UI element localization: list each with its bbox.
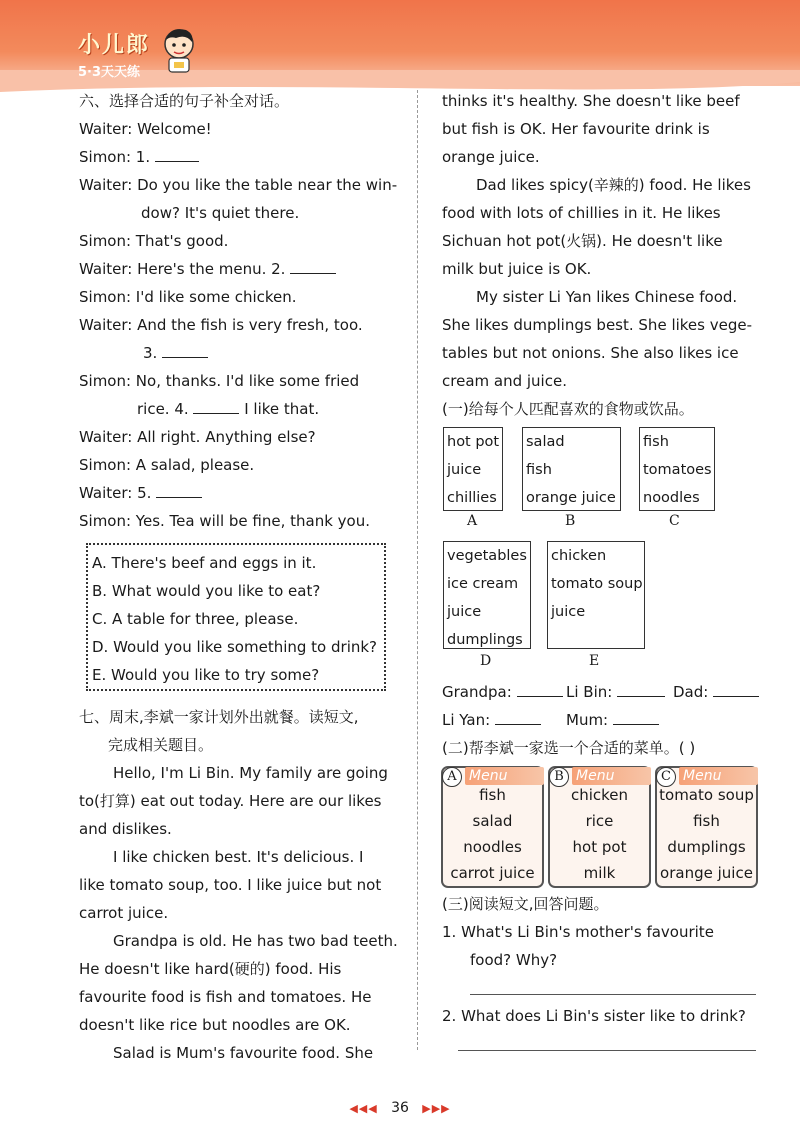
menu-item: carrot juice [450,864,535,882]
section7-title: 七、周末,李斌一家计划外出就餐。读短文, [79,708,359,726]
answer-blank-5[interactable] [156,483,202,498]
menu-item: orange juice [660,864,753,882]
question-1-cont: food? Why? [470,951,558,969]
option-d: D. Would you like something to drink? [92,638,378,656]
food-item: chillies [447,490,497,506]
passage-line: tables but not onions. She also likes ice [442,344,739,362]
question-1: 1. What's Li Bin's mother's favourite [442,923,714,941]
part2-title: (二)帮李斌一家选一个合适的菜单。( ) [442,739,696,757]
dialogue-line: Waiter: Here's the menu. 2. [79,259,336,279]
mascot-icon [160,26,198,74]
dialogue-line: Simon: A salad, please. [79,456,255,474]
food-item: salad [526,434,565,450]
part3-title: (三)阅读短文,回答问题。 [442,895,609,913]
option-a: A. There's beef and eggs in it. [92,554,317,572]
match-blank-liyan[interactable] [495,710,541,725]
menu-item: salad [472,812,513,830]
food-item: fish [643,434,669,450]
passage-line: milk but juice is OK. [442,260,592,278]
option-e: E. Would you like to try some? [92,666,320,684]
answer-blank-3[interactable] [162,343,208,358]
food-item: vegetables [447,548,527,564]
menu-item: rice [585,812,614,830]
dialogue-line: Waiter: 5. [79,483,202,503]
dialogue-line: Simon: Yes. Tea will be fine, thank you. [79,512,371,530]
match-grandpa: Grandpa: [442,682,563,702]
passage-line: orange juice. [442,148,540,166]
column-divider [417,90,418,1050]
dialogue-line: Waiter: And the fish is very fresh, too. [79,316,363,334]
passage-line: and dislikes. [79,820,172,838]
food-item: juice [551,604,586,620]
menu-tab: Menu [679,767,758,785]
menu-item: tomato soup [659,786,754,804]
page-footer [0,1100,800,1116]
passage-line: but fish is OK. Her favourite drink is [442,120,710,138]
food-item: juice [447,462,482,478]
passage-line: doesn't like rice but noodles are OK. [79,1016,351,1034]
section6-title: 六、选择合适的句子补全对话。 [79,92,290,110]
passage-line: thinks it's healthy. She doesn't like beef [442,92,740,110]
page-number: 36 [391,1100,409,1116]
dialogue-line: Simon: I'd like some chicken. [79,288,297,306]
menu-item: fish [693,812,720,830]
part1-title: (一)给每个人匹配喜欢的食物或饮品。 [442,400,694,418]
food-item: dumplings [447,632,523,648]
match-blank-dad[interactable] [713,682,759,697]
passage-line: Hello, I'm Li Bin. My family are going [113,764,388,782]
menu-label-a: A [442,767,462,787]
menu-item: chicken [570,786,629,804]
food-box-d [443,541,531,649]
brand-logo [78,28,150,80]
option-c: C. A table for three, please. [92,610,299,628]
menu-item: fish [479,786,506,804]
food-item: ice cream [447,576,519,592]
passage-line: My sister Li Yan likes Chinese food. [476,288,738,306]
dialogue-line: rice. 4. I like that. [137,400,320,418]
passage-line: like tomato soup, too. I like juice but not [79,876,382,894]
match-blank-libin[interactable] [617,682,665,697]
answer-blank-4[interactable] [193,399,239,414]
passage-line: I like chicken best. It's delicious. I [113,848,364,866]
answer-line-1[interactable] [470,994,756,995]
food-box-b [522,427,621,511]
match-dad: Dad: [673,682,759,702]
menu-item: noodles [463,838,522,856]
option-b: B. What would you like to eat? [92,582,321,600]
menu-card-a[interactable] [441,766,544,888]
passage-line: She likes dumplings best. She likes vege- [442,316,753,334]
menu-card-b[interactable] [548,766,651,888]
dialogue-line: Waiter: All right. Anything else? [79,428,316,446]
passage-line: Salad is Mum's favourite food. She [113,1044,374,1062]
food-box-c [639,427,715,511]
answer-blank-1[interactable] [155,147,199,162]
box-label-d: D [480,653,492,669]
match-blank-mum[interactable] [613,710,659,725]
menu-tab: Menu [465,767,544,785]
box-label-c: C [669,513,680,529]
match-liyan: Li Yan: [442,710,541,730]
dialogue-line: Simon: 1. [79,147,199,167]
food-box-e [547,541,645,649]
food-item: tomatoes [643,462,712,478]
dialogue-line: 3. [143,343,208,363]
question-2: 2. What does Li Bin's sister like to drink? [442,1007,746,1025]
menu-item: hot pot [572,838,627,856]
menu-label-b: B [549,767,569,787]
answer-line-2[interactable] [458,1050,756,1051]
brand-title: 小儿郎 [78,33,151,58]
food-item: orange juice [526,490,616,506]
passage-line: He doesn't like hard(硬的) food. His [79,960,342,978]
menu-item: milk [583,864,616,882]
food-item: tomato soup [551,576,643,592]
dialogue-line: dow? It's quiet there. [141,204,300,222]
passage-line: favourite food is fish and tomatoes. He [79,988,372,1006]
section7-title-cont: 完成相关题目。 [108,736,214,754]
box-label-b: B [565,513,576,529]
dialogue-line: Simon: No, thanks. I'd like some fried [79,372,360,390]
match-mum: Mum: [566,710,659,730]
answer-blank-2[interactable] [290,259,336,274]
menu-card-c[interactable] [655,766,758,888]
box-label-e: E [589,653,600,669]
menu-label-c: C [656,767,676,787]
passage-line: Sichuan hot pot(火锅). He doesn't like [442,232,723,250]
passage-line: carrot juice. [79,904,169,922]
menu-tab: Menu [572,767,651,785]
box-label-a: A [467,513,478,529]
dialogue-line: Simon: That's good. [79,232,229,250]
passage-line: Grandpa is old. He has two bad teeth. [113,932,398,950]
brand-series: 5·3天天练 [78,65,141,80]
menu-item: dumplings [667,838,746,856]
match-libin: Li Bin: [566,682,665,702]
passage-line: cream and juice. [442,372,567,390]
food-item: noodles [643,490,700,506]
dialogue-line: Waiter: Do you like the table near the win- [79,176,398,194]
arrows-left-icon: ◀◀◀ [349,1102,378,1115]
passage-line: Dad likes spicy(辛辣的) food. He likes [476,176,751,194]
food-box-a [443,427,503,511]
food-item: hot pot [447,434,500,450]
food-item: chicken [551,548,607,564]
arrows-right-icon: ▶▶▶ [422,1102,451,1115]
match-blank-grandpa[interactable] [517,682,563,697]
passage-line: food with lots of chillies in it. He likes [442,204,721,222]
food-item: fish [526,462,552,478]
food-item: juice [447,604,482,620]
dialogue-line: Waiter: Welcome! [79,120,212,138]
passage-line: to(打算) eat out today. Here are our likes [79,792,382,810]
